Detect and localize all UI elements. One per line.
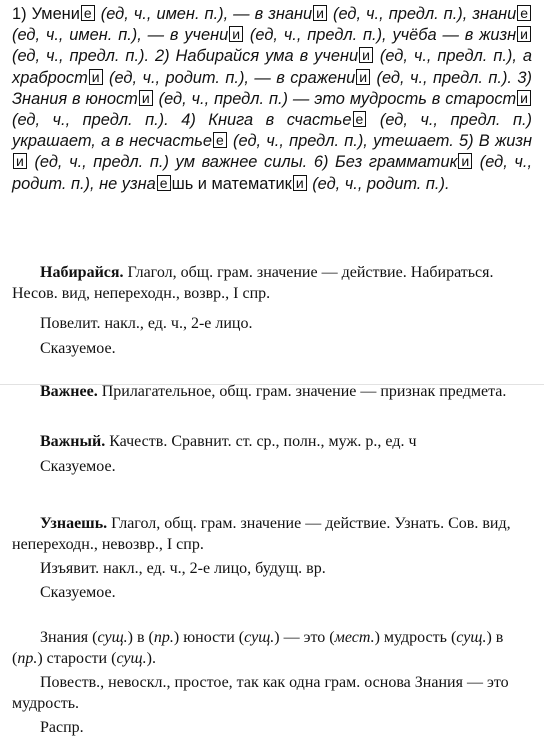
analysis-vazhnee: Важнее. Прилагательное, общ. грам. значение — признак предмета.	[40, 383, 507, 400]
analysis-vazhny: Важный. Качеств. Сравнит. ст. ср., полн., муж. р., ед. ч Сказуемое.	[40, 433, 417, 475]
ending-box: и	[359, 47, 373, 63]
analyzed-word: Важный.	[40, 433, 106, 450]
ending-box: и	[458, 153, 472, 169]
ending-box: е	[353, 111, 367, 127]
ending-box: и	[517, 26, 531, 42]
ending-box: е	[81, 5, 95, 21]
ending-box: и	[313, 5, 327, 21]
parse-line: Знания (сущ.) в (пр.) юности (сущ.) — это (мест.) мудрость (сущ.) в (пр.) старости (сущ.).	[12, 629, 504, 667]
analysis-uznaesh: Узнаешь. Глагол, общ. грам. значение — действие. Узнать. Сов. вид, непереходн., невозвр., I спр. Изъявит. накл., ед. ч., 2-е лицо, будущ. вр. Сказуемое.	[12, 515, 511, 601]
analyzed-word: Важнее.	[40, 383, 98, 400]
analyzed-word: Узнаешь.	[40, 515, 108, 532]
analyzed-word: Набирайся.	[40, 264, 124, 281]
ending-box: е	[517, 5, 531, 21]
ending-box: е	[157, 175, 171, 191]
ending-box: и	[229, 26, 243, 42]
ending-box: и	[356, 69, 370, 85]
ending-box: и	[139, 90, 153, 106]
ending-box: и	[13, 153, 27, 169]
ending-box: и	[517, 90, 531, 106]
ending-box: и	[293, 175, 307, 191]
ending-box: е	[213, 132, 227, 148]
analysis-nabiraysya: Набирайся. Глагол, общ. грам. значение — действие. Набираться. Несов. вид, непереходн., возвр., I спр. Повелит. накл., ед. ч., 2-е лицо. Сказуемое.	[12, 264, 494, 357]
exercise-text: 1) Умени е (ед, ч., имен. п.), — в знани и (ед, ч., предл. п.), знани е (ед, ч., имен. п.), — в учени и (ед, ч., предл. п.), учёба — в жизн и (ед, ч., предл. п.). 2) Набирайся ума в учени и (ед, ч., предл. п.), а храброст и (ед, ч., родит. п.), — в сражени и (ед, ч., предл. п.). 3) Знания в юност и (ед, ч., предл. п.) — это мудрость в старост и (ед, ч., предл. п.). 4) Книга в счастье е (ед, ч., предл. п.) украшает, а в несчастье е (ед, ч., предл. п.), утешает. 5) В жизни (ед, ч., предл. п.) ум важнее силы. 6) Без грамматик и (ед, ч., родит. п.), не узна е шь и математик и (ед, ч., родит. п.).	[12, 5, 533, 193]
sentence-parse: Знания (сущ.) в (пр.) юности (сущ.) — это (мест.) мудрость (сущ.) в (пр.) старости (сущ.). Повеств., невоскл., простое, так как одна грам. основа Знания — это мудрость. Распр.	[12, 628, 532, 739]
ending-box: и	[89, 69, 103, 85]
